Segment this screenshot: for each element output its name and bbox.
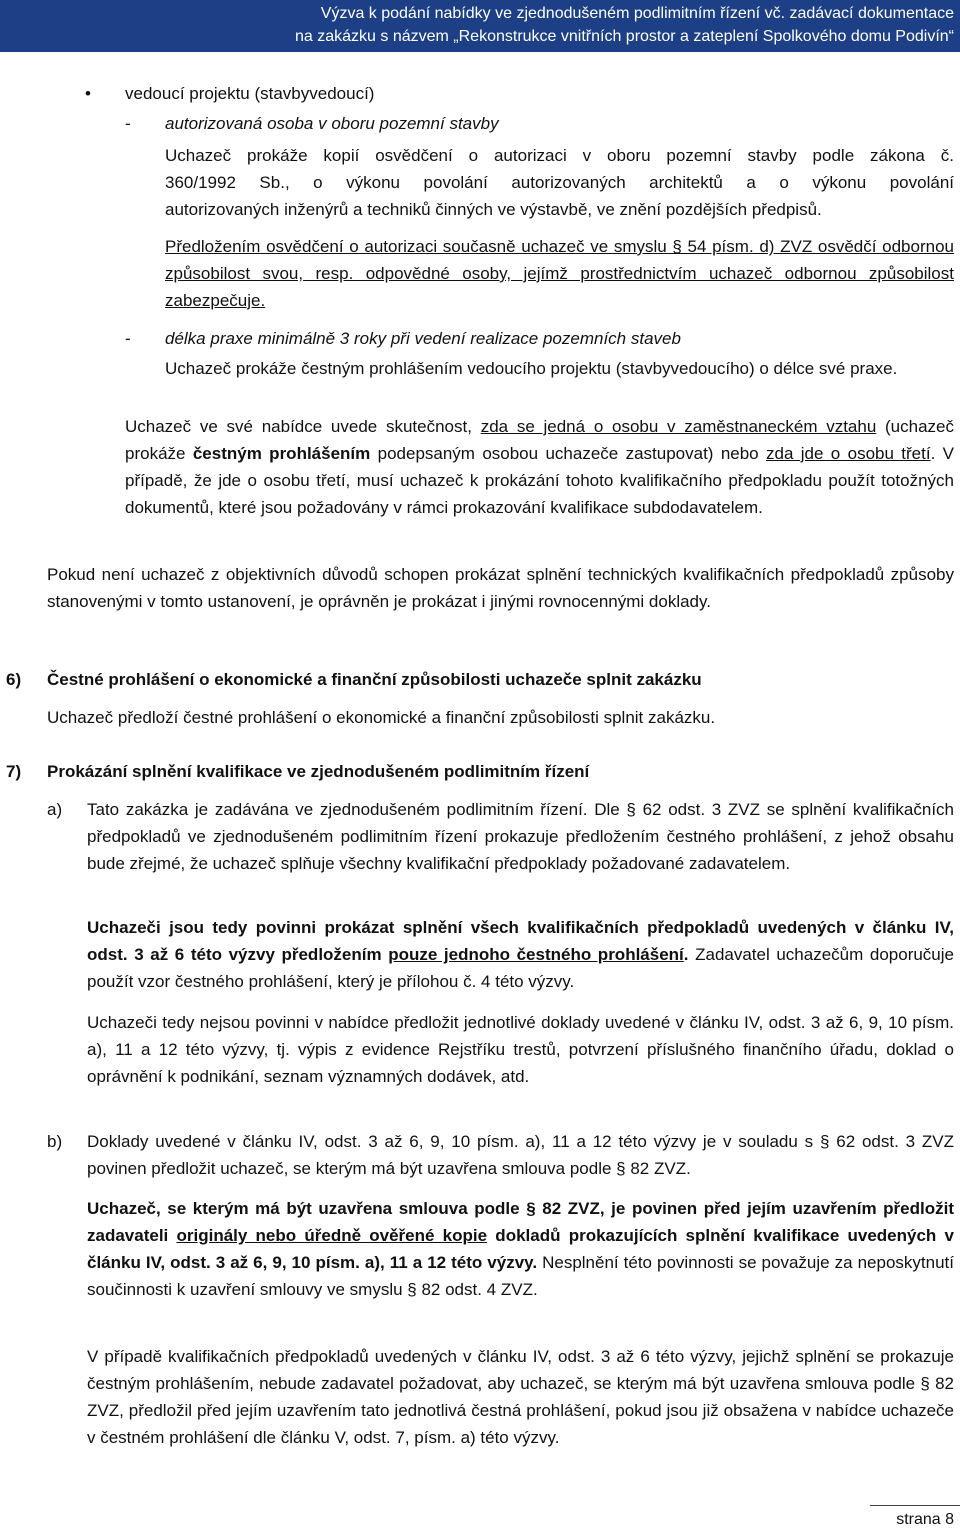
item-b-declaration-paragraph: V případě kvalifikačních předpokladů uvedených v článku IV, odst. 3 až 6 této výzvy, jejichž splnění se prokazuje čestným prohlášením, nebude zadavatel požadovat, aby uchazeč, se kterým má být uzavřena smlouva podle § 82 ZVZ, předložil před jejím uzavřením tato jednotlivá čestná prohlášení, pokud jsou již obsažena v nabídce uchazeče v čestném prohlášení dle článku V, odst. 7, písm. a) této výzvy.	[87, 1347, 954, 1447]
bullet-title: vedoucí projektu (stavbyvedoucí)	[125, 84, 375, 103]
obligation-bold: dokladů prokazujících splnění kvalifikace uvedených v článku IV, odst. 3 až 6, 9, 10 písm. a), 11 a 12 této výzvy.	[87, 1226, 954, 1272]
requirement-bold: Uchazeči jsou tedy povinni prokázat splnění všech kvalifikačních předpokladů uvedených v článku IV, odst. 3 až 6 této výzvy předložením	[87, 918, 954, 964]
employment-bold: čestným prohlášením	[192, 444, 371, 463]
employment-text: podepsaným osobou uchazeče zastupovat) nebo	[370, 444, 766, 463]
dash-marker: -	[125, 114, 131, 133]
item-b-text: Doklady uvedené v článku IV, odst. 3 až 6, 9, 10 písm. a), 11 a 12 této výzvy je v souladu s § 62 odst. 3 ZVZ povinen předložit uchazeč, se kterým má být uzavřena smlouva podle § 82 ZVZ.	[87, 1132, 954, 1178]
employment-text: (uchazeč prokáže	[125, 417, 954, 463]
originals-underlined: originály nebo úředně ověřené kopie	[176, 1226, 488, 1245]
employment-text: Uchazeč ve své nabídce uvede skutečnost,	[125, 417, 481, 436]
item-a-text: Tato zakázka je zadávána ve zjednodušeném podlimitním řízení. Dle § 62 odst. 3 ZVZ se splnění kvalifikačních předpokladů ve zjednodušeném podlimitním řízení prokazuje předložením čestného prohlášení, z jehož obsahu bude zřejmé, že uchazeč splňuje všechny kvalifikační předpoklady požadované zadavatelem.	[87, 800, 954, 873]
document-header	[0, 0, 960, 52]
req1-title: autorizovaná osoba v oboru pozemní stavby	[165, 114, 499, 133]
obligation-bold: Uchazeč, se kterým má být uzavřena smlouva podle § 82 ZVZ, je povinen před jejím uzavřením předložit zadavateli	[87, 1199, 954, 1245]
dash-marker: -	[125, 329, 131, 348]
bullet-icon: •	[85, 84, 91, 103]
section-7-heading: Prokázání splnění kvalifikace ve zjednodušeném podlimitním řízení	[47, 762, 590, 781]
section-6-number: 6)	[6, 670, 22, 689]
req2-title: délka praxe minimálně 3 roky při vedení realizace pozemních staveb	[165, 329, 681, 348]
recommendation-text: Zadavatel uchazečům doporučuje použít vzor čestného prohlášení, který je přílohou č. 4 této výzvy.	[87, 945, 954, 991]
req1-text-line-a: Uchazeč prokáže kopií osvědčení o autorizaci v oboru pozemní stavby podle zákona č.	[165, 146, 954, 165]
req2-text: Uchazeč prokáže čestným prohlášením vedoucího projektu (stavbyvedoucího) o délce své praxe.	[165, 359, 898, 378]
objective-paragraph: Pokud není uchazeč z objektivních důvodů schopen prokázat splnění technických kvalifikačních předpokladů způsoby stanovenými v tomto ustanovení, je oprávněn je prokázat i jinými rovnocennými doklady.	[47, 565, 954, 611]
requirement-bold: .	[683, 945, 689, 964]
header-line-2: na zakázku s názvem „Rekonstrukce vnitřních prostor a zateplení Spolkového domu Podivín“	[295, 28, 954, 45]
page-number: strana 8	[896, 1511, 954, 1528]
req1-underlined-paragraph: Předložením osvědčení o autorizaci současně uchazeč ve smyslu § 54 písm. d) ZVZ osvědčí odbornou způsobilost svou, resp. odpovědné osoby, jejímž prostřednictvím uchazeč odbornou způsobilost zabezpečuje.	[165, 237, 954, 310]
third-person-underlined: zda jde o osobu třetí	[766, 444, 931, 463]
req1-text-line-b: 360/1992 Sb., o výkonu povolání autorizovaných architektů a o výkonu povolání	[165, 173, 954, 192]
employment-paragraph	[125, 413, 954, 521]
section-6-heading: Čestné prohlášení o ekonomické a finanční způsobilosti uchazeče splnit zakázku	[47, 670, 702, 689]
section-7-number: 7)	[6, 762, 22, 781]
item-b-label: b)	[47, 1132, 63, 1151]
single-declaration-underlined: pouze jednoho čestného prohlášení	[388, 945, 684, 964]
section-6-text: Uchazeč předloží čestné prohlášení o ekonomické a finanční způsobilosti splnit zakázku.	[47, 708, 716, 727]
item-a-documents-paragraph: Uchazeči tedy nejsou povinni v nabídce předložit jednotlivé doklady uvedené v článku IV, odst. 3 až 6, 9, 10 písm. a), 11 a 12 této výzvy, tj. výpis z evidence Rejstříku trestů, potvrzení příslušného finančního úřadu, doklad o oprávnění k podnikání, seznam významných dodávek, atd.	[87, 1013, 954, 1086]
obligation-text: Nesplnění této povinnosti se považuje za neposkytnutí součinnosti k uzavření smlouvy ve smyslu § 82 odst. 4 ZVZ.	[87, 1253, 954, 1299]
item-a-label: a)	[47, 800, 63, 819]
item-a-requirement-paragraph	[87, 914, 954, 995]
header-line-1: Výzva k podání nabídky ve zjednodušeném podlimitním řízení vč. zadávací dokumentace	[320, 5, 954, 22]
footer-divider	[870, 1505, 960, 1506]
req1-text-line-c: autorizovaných inženýrů a techniků činných ve výstavbě, ve znění pozdějších předpisů.	[165, 200, 822, 219]
employment-text: . V případě, že jde o osobu třetí, musí uchazeč k prokázání tohoto kvalifikačního předpokladu použít totožných dokumentů, které jsou požadovány v rámci prokazování kvalifikace subdodavatelem.	[125, 444, 955, 517]
employment-underlined: zda se jedná o osobu v zaměstnaneckém vztahu	[480, 417, 877, 436]
item-b-obligation-paragraph	[87, 1195, 954, 1303]
